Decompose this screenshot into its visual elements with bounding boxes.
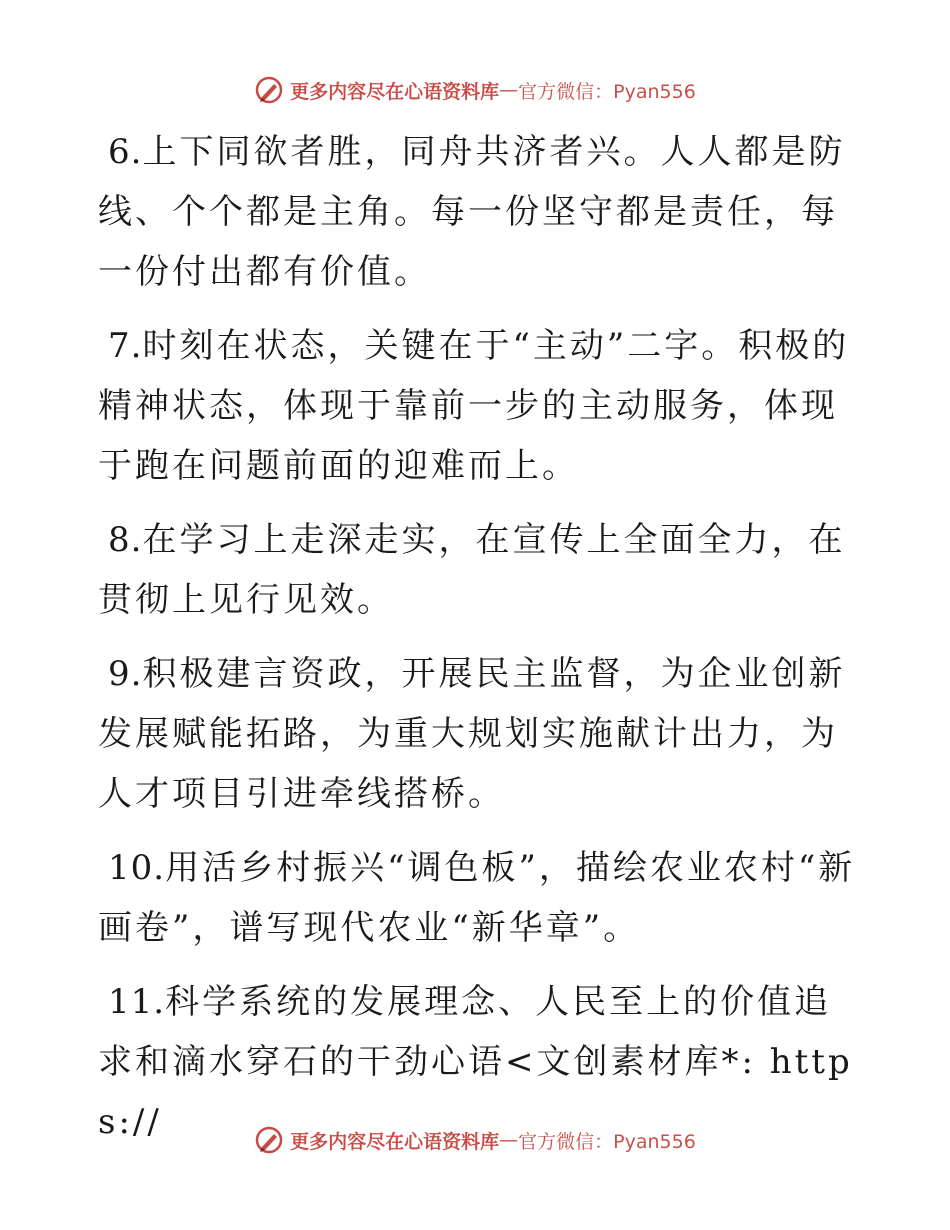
watermark-separator: —	[499, 1129, 519, 1151]
paragraph-text: 科学系统的发展理念、人民至上的价值追求和滴水穿石的干劲心语<文创素材库*: https://	[98, 982, 853, 1142]
paragraph-10	[98, 838, 858, 958]
paragraph-number: 8.	[108, 520, 143, 560]
paragraph-text: 上下同欲者胜，同舟共济者兴。人人都是防线、个个都是主角。每一份坚守都是责任，每一份付出都有价值。	[98, 132, 846, 292]
paragraph-text: 时刻在状态，关键在于“主动”二字。积极的精神状态，体现于靠前一步的主动服务，体现于跑在问题前面的迎难而上。	[98, 326, 850, 486]
paragraph-number: 6.	[108, 132, 143, 172]
paragraph-number: 11.	[108, 982, 166, 1022]
footer-watermark	[0, 1122, 950, 1158]
header-watermark	[0, 72, 950, 108]
paragraph-8	[98, 510, 858, 630]
watermark-separator: —	[499, 79, 519, 101]
watermark-contact: 官方微信：Pyan556	[518, 1130, 696, 1153]
paragraph-number: 9.	[108, 654, 143, 694]
paragraph-6	[98, 122, 858, 302]
paragraph-text: 在学习上走深走实，在宣传上全面全力，在贯彻上见行见效。	[98, 520, 846, 620]
watermark-brand: 更多内容尽在心语资料库	[290, 1130, 500, 1153]
paragraph-number: 10.	[108, 848, 166, 888]
paragraph-number: 7.	[108, 326, 143, 366]
watermark-brand: 更多内容尽在心语资料库	[290, 80, 500, 103]
document-body	[98, 122, 858, 1166]
paragraph-text: 用活乡村振兴“调色板”，描绘农业农村“新画卷”，谱写现代农业“新华章”。	[98, 848, 856, 948]
paragraph-7	[98, 316, 858, 496]
pen-logo-icon	[254, 1125, 284, 1155]
watermark-contact: 官方微信：Pyan556	[518, 80, 696, 103]
pen-logo-icon	[254, 75, 284, 105]
paragraph-9	[98, 644, 858, 824]
paragraph-text: 积极建言资政，开展民主监督，为企业创新发展赋能拓路，为重大规划实施献计出力，为人才项目引进牵线搭桥。	[98, 654, 846, 814]
